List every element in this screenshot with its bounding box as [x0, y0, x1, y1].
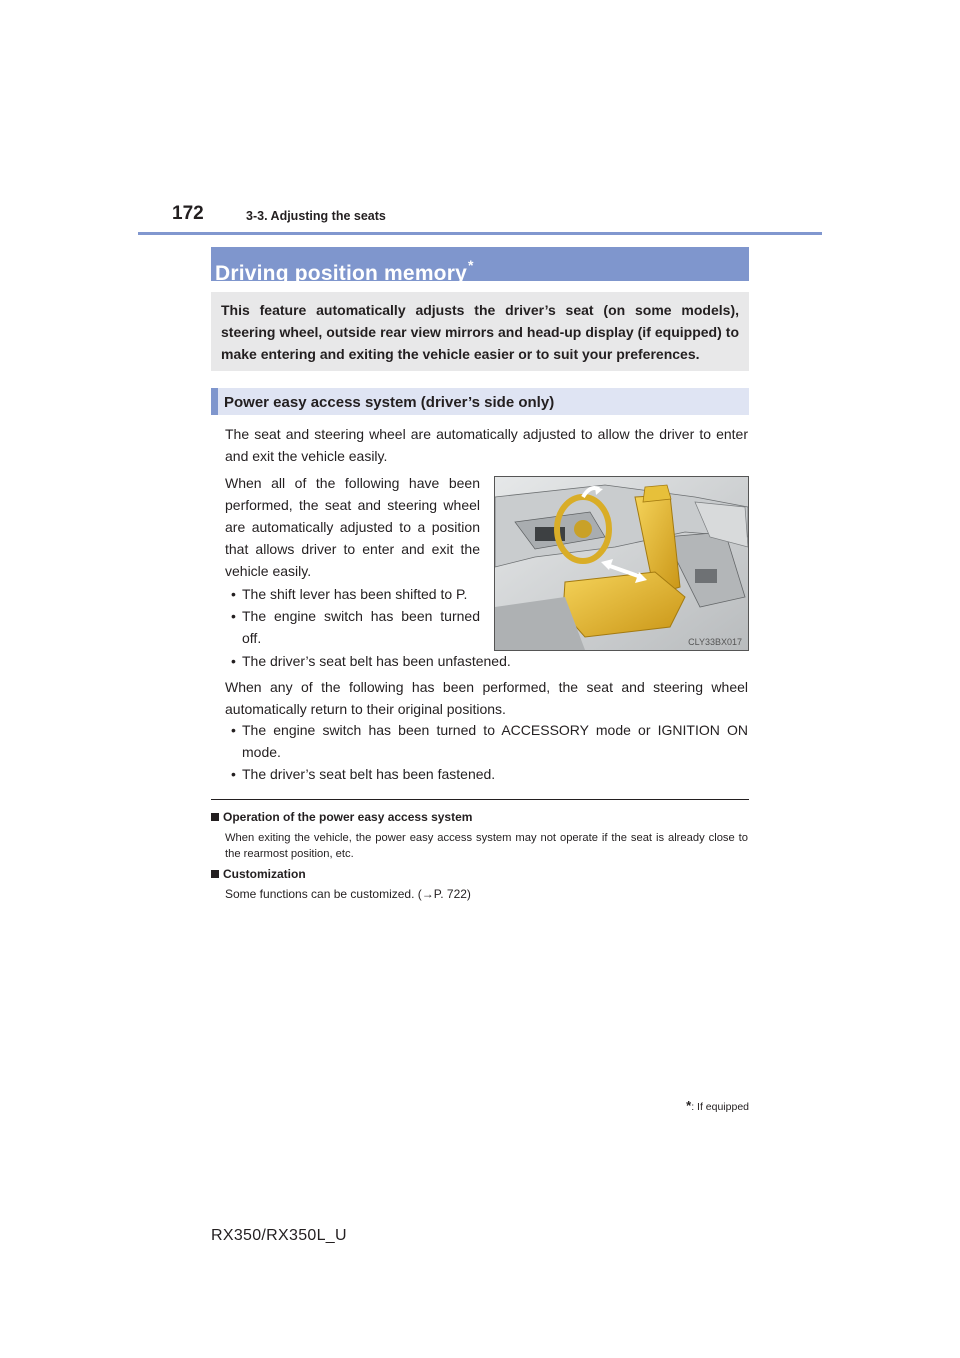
car-interior-drawing [495, 477, 748, 650]
square-bullet-icon [211, 870, 219, 878]
if-equipped-marker: * [467, 257, 474, 273]
subsection-title: Power easy access system (driver’s side only) [211, 388, 749, 415]
footnote-star: * [686, 1098, 692, 1113]
header-divider [138, 232, 822, 235]
model-code: RX350/RX350L_U [211, 1227, 347, 1244]
figure-code: CLY33BX017 [688, 637, 742, 647]
body-paragraph: When all of the following have been performed, the seat and steering wheel are automatically adjusted to a position that allows driver to enter and exit the vehicle easily. [225, 475, 480, 579]
intro-summary: This feature automatically adjusts the driver’s seat (on some models), steering wheel, outside rear view mirrors and head-up display (if equipped) to make entering and exiting the vehicle easier or to suit your preferences. [211, 292, 749, 371]
list-item: • The driver’s seat belt has been unfastened. [231, 653, 511, 669]
section-title-bar [211, 247, 749, 285]
section-title: Driving position memory [215, 262, 467, 285]
body-paragraph: The seat and steering wheel are automatically adjusted to allow the driver to enter and exit the vehicle easily. [225, 426, 748, 464]
note-text: When exiting the vehicle, the power easy access system may not operate if the seat is already close to the rearmost position, etc. [225, 832, 748, 860]
body-paragraph: When any of the following has been performed, the seat and steering wheel automatically return to their original positions. [225, 679, 748, 717]
list-item: • The shift lever has been shifted to P. [231, 586, 468, 602]
list-item: • The engine switch has been turned to ACCESSORY mode or IGNITION ON mode. [231, 722, 748, 760]
bullet-list [225, 650, 748, 672]
list-item: • The driver’s seat belt has been fastened. [231, 766, 496, 782]
list-item: • The engine switch has been turned off. [231, 608, 480, 646]
note-heading: Customization [211, 867, 306, 881]
seat-illustration [494, 476, 749, 651]
section-reference: 3-3. Adjusting the seats [246, 209, 386, 223]
page-number: 172 [172, 203, 204, 224]
bullet-list [225, 583, 480, 649]
note-text: Some functions can be customized. (→P. 722) [225, 887, 471, 901]
note-heading: Operation of the power easy access system [211, 810, 472, 824]
notes-divider [211, 799, 749, 800]
bullet-list [225, 719, 748, 785]
square-bullet-icon [211, 813, 219, 821]
footnote: *: If equipped [686, 1098, 749, 1113]
